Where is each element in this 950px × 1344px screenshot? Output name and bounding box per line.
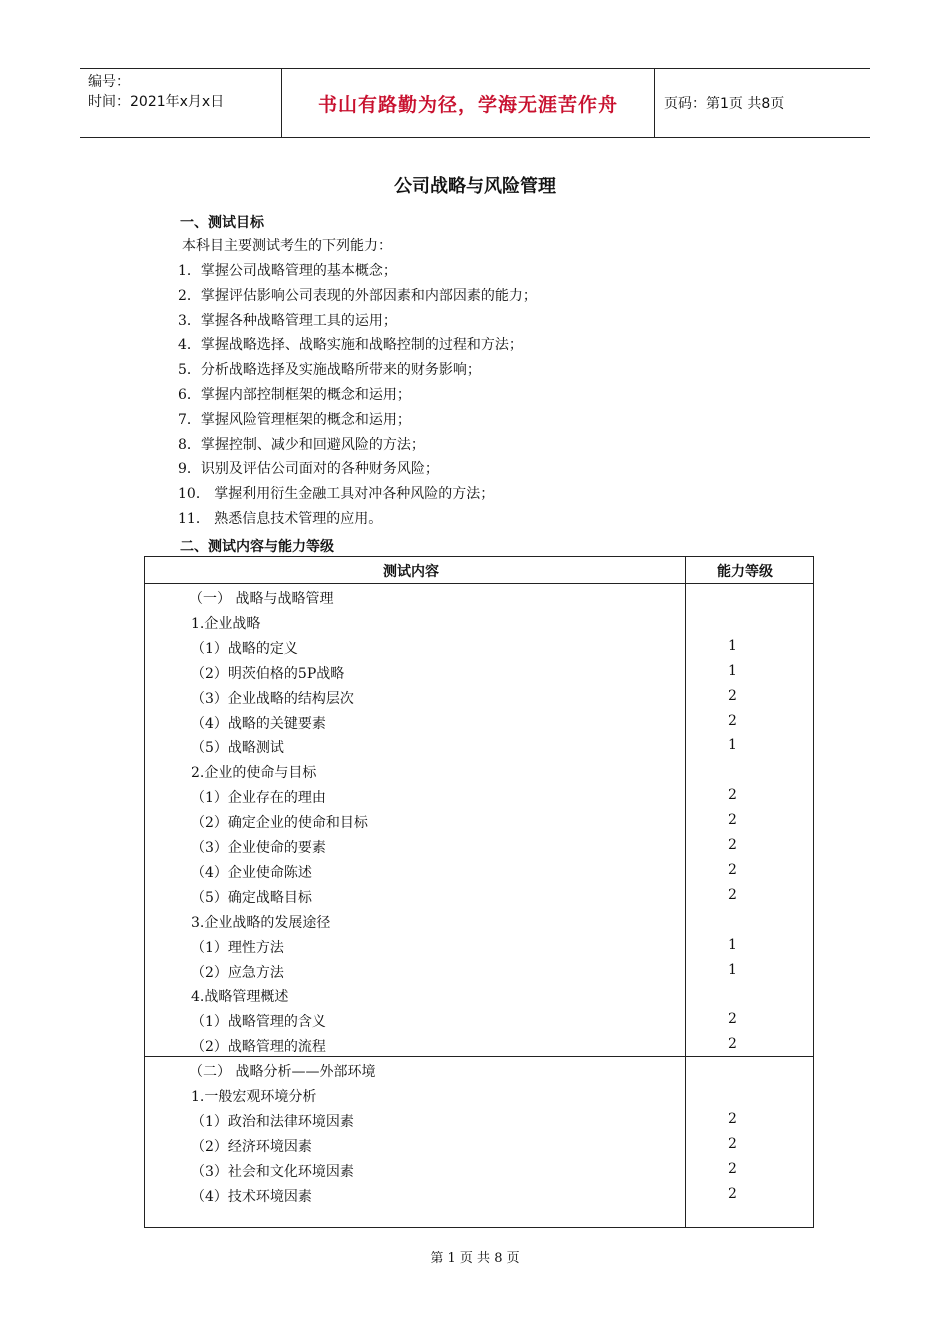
table-row-content: （二） 战略分析——外部环境: [189, 1064, 376, 1081]
table-row-level: 2: [728, 1135, 737, 1152]
header-code: 编号：: [88, 74, 130, 90]
table-row-content: （1）战略的定义: [191, 640, 298, 657]
table-row-level: 2: [728, 837, 737, 853]
table-row-content: （3）企业战略的结构层次: [191, 690, 354, 707]
table-row-content: 4.战略管理概述: [191, 989, 289, 1006]
table-row-content: （1）企业存在的理由: [191, 790, 326, 807]
section1-intro: 本科目主要测试考生的下列能力：: [182, 238, 392, 254]
table-row-level: 2: [728, 1185, 737, 1202]
table-row-content: （4）技术环境因素: [191, 1188, 312, 1205]
table-row-content: 1.企业战略: [191, 615, 261, 632]
table-row-level: 1: [728, 662, 737, 679]
table-row-content: （2）经济环境因素: [191, 1138, 312, 1155]
objective-item: 10． 掌握利用衍生金融工具对冲各种风险的方法；: [178, 486, 495, 503]
objective-item: 1．掌握公司战略管理的基本概念；: [178, 263, 397, 279]
table-row-content: 3.企业战略的发展途径: [191, 914, 331, 931]
content-table: [144, 556, 814, 1228]
table-row-content: （5）战略测试: [191, 740, 284, 757]
table-row-level: 2: [728, 886, 737, 903]
table-row-content: （2）应急方法: [191, 964, 284, 981]
table-row-content: （1）理性方法: [191, 939, 284, 956]
table-row-content: （2）明茨伯格的5P战略: [191, 665, 345, 682]
table-column-divider: [685, 557, 686, 1227]
objective-item: 5．分析战略选择及实施战略所带来的财务影响；: [178, 362, 481, 379]
table-row-level: 2: [728, 861, 737, 878]
section2-heading: 二、测试内容与能力等级: [180, 539, 334, 555]
table-row-content: （一） 战略与战略管理: [189, 591, 334, 607]
table-row-level: 1: [728, 637, 737, 654]
objective-item: 8．掌握控制、减少和回避风险的方法；: [178, 436, 425, 453]
table-row-level: 1: [728, 737, 737, 754]
objective-item: 7．掌握风险管理框架的概念和运用；: [178, 411, 411, 428]
table-row-level: 1: [728, 961, 737, 978]
table-row-level: 2: [728, 1036, 737, 1053]
table-row-content: （5）确定战略目标: [191, 889, 312, 906]
table-row-content: （4）企业使命陈述: [191, 864, 312, 881]
table-row-content: 2.企业的使命与目标: [191, 765, 317, 782]
table-header-level: 能力等级: [717, 564, 773, 580]
header-motto: 书山有路勤为径，学海无涯苦作舟: [282, 69, 655, 137]
table-row-level: 2: [728, 712, 737, 729]
table-row-content: （3）社会和文化环境因素: [191, 1163, 354, 1180]
table-row-level: 2: [728, 812, 737, 829]
table-row-level: 2: [728, 1110, 737, 1127]
header-meta: [80, 69, 282, 137]
table-row-level: 2: [728, 687, 737, 704]
table-row-content: （3）企业使命的要素: [191, 840, 326, 856]
header-page-info: 页码：第1页 共8页: [664, 96, 785, 112]
table-row-level: 2: [728, 1011, 737, 1028]
table-row-level: 2: [728, 1160, 737, 1177]
table-row-level: 1: [728, 936, 737, 953]
objective-item: 11． 熟悉信息技术管理的应用。: [178, 511, 383, 527]
objective-item: 6．掌握内部控制框架的概念和运用；: [178, 387, 411, 403]
table-row-content: （1）政治和法律环境因素: [191, 1113, 354, 1130]
objective-item: 4．掌握战略选择、战略实施和战略控制的过程和方法；: [178, 337, 523, 354]
table-row-content: （2）确定企业的使命和目标: [191, 815, 368, 832]
objective-item: 3．掌握各种战略管理工具的运用；: [178, 312, 397, 329]
table-row-content: （4）战略的关键要素: [191, 715, 326, 732]
table-row-content: 1.一般宏观环境分析: [191, 1089, 317, 1105]
table-row-content: （2）战略管理的流程: [191, 1039, 326, 1056]
objective-item: 9．识别及评估公司面对的各种财务风险；: [178, 461, 439, 478]
objective-item: 2．掌握评估影响公司表现的外部因素和内部因素的能力；: [178, 287, 537, 304]
table-row-content: （1）战略管理的含义: [191, 1014, 326, 1031]
page-footer: 第 1 页 共 8 页: [430, 1251, 520, 1266]
section1-heading: 一、测试目标: [180, 215, 264, 231]
header-time: 时间：2021年x月x日: [88, 94, 225, 110]
table-header-content: 测试内容: [383, 564, 439, 580]
page-header: [80, 68, 870, 138]
table-header-divider: [145, 583, 813, 584]
document-title: 公司战略与风险管理: [394, 176, 556, 197]
table-row-level: 2: [728, 787, 737, 804]
